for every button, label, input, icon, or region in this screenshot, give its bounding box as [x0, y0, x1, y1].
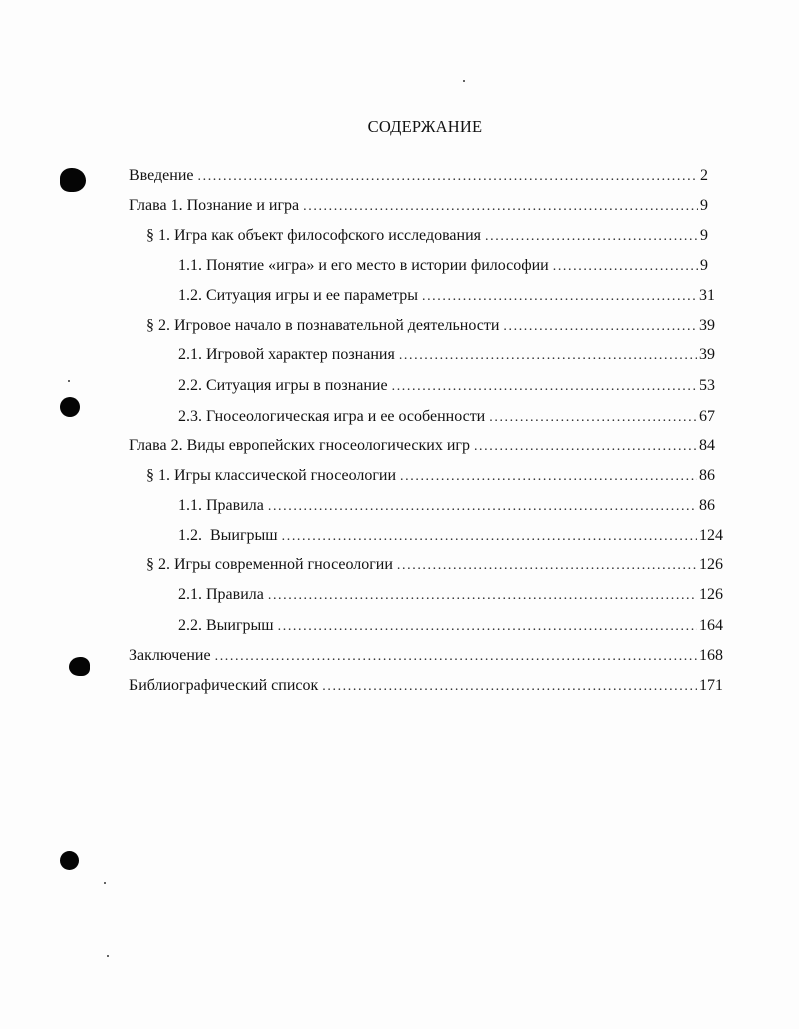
toc-leader-dots: [553, 255, 698, 279]
toc-entry-label: 2.1. Игровой характер познания: [178, 346, 395, 363]
scan-speck: [463, 80, 465, 82]
toc-leader-dots: [485, 225, 698, 249]
toc-entry-page: 9: [700, 257, 708, 274]
toc-entry-page: 164: [699, 617, 723, 634]
toc-entry-page: 2: [700, 167, 708, 184]
toc-entry: [178, 254, 708, 278]
toc-entry-label: 2.1. Правила: [178, 586, 264, 603]
toc-entry: [129, 434, 715, 458]
toc-entry-page: 53: [699, 377, 715, 394]
scan-speck: [107, 955, 109, 957]
toc-entry-page: 86: [699, 467, 715, 484]
toc-leader-dots: [322, 675, 697, 699]
toc-entry-label: 1.1. Правила: [178, 497, 264, 514]
toc-entry: [178, 405, 715, 429]
toc-leader-dots: [268, 584, 697, 608]
toc-entry-page: 31: [699, 287, 715, 304]
toc-entry-page: 171: [699, 677, 723, 694]
toc-entry-label: 1.1. Понятие «игра» и его место в истории философии: [178, 257, 549, 274]
scan-speck: [68, 380, 70, 382]
toc-entry-label: 2.2. Выигрыш: [178, 617, 274, 634]
toc-leader-dots: [397, 554, 697, 578]
scan-speck: [104, 882, 106, 884]
toc-leader-dots: [392, 375, 697, 399]
toc-entry: [129, 674, 723, 698]
toc-entry: [178, 374, 715, 398]
toc-entry-page: 9: [700, 197, 708, 214]
toc-entry-page: 124: [699, 527, 723, 544]
toc-entry: [129, 194, 708, 218]
toc-entry-label: Заключение: [129, 647, 211, 664]
toc-entry-label: 2.3. Гносеологическая игра и ее особенности: [178, 408, 486, 425]
toc-entry-page: 84: [699, 437, 715, 454]
toc-leader-dots: [489, 406, 697, 430]
toc-entry-page: 39: [699, 317, 715, 334]
toc-entry: [178, 343, 715, 367]
toc-leader-dots: [303, 195, 698, 219]
punch-hole-4: [60, 851, 79, 870]
toc-entry-page: 126: [699, 586, 723, 603]
toc-entry-page: 86: [699, 497, 715, 514]
toc-entry-label: 1.2. Выигрыш: [178, 527, 278, 544]
toc-entry: [178, 614, 723, 638]
punch-hole-2: [60, 397, 80, 417]
toc-entry-page: 67: [699, 408, 715, 425]
toc-leader-dots: [474, 435, 697, 459]
toc-entry: [129, 164, 708, 188]
toc-leader-dots: [399, 344, 697, 368]
toc-entry: [146, 464, 715, 488]
toc-leader-dots: [278, 615, 697, 639]
toc-leader-dots: [503, 315, 697, 339]
toc-entry-label: § 2. Игровое начало в познавательной деятельности: [146, 317, 500, 334]
toc-entry-label: 2.2. Ситуация игры в познание: [178, 377, 388, 394]
toc-entry: [178, 524, 723, 548]
punch-hole-1: [60, 168, 86, 192]
toc-entry: [146, 224, 708, 248]
toc-leader-dots: [282, 525, 697, 549]
toc-entry-page: 39: [699, 346, 715, 363]
toc-entry-page: 168: [699, 647, 723, 664]
toc-entry: [178, 494, 715, 518]
toc-leader-dots: [215, 645, 697, 669]
toc-entry-page: 126: [699, 556, 723, 573]
toc-entry-label: Введение: [129, 167, 194, 184]
toc-entry-label: § 1. Игра как объект философского исследования: [146, 227, 482, 244]
toc-entry: [129, 644, 723, 668]
punch-hole-3: [69, 657, 90, 676]
toc-entry: [146, 314, 715, 338]
toc-entry-label: Глава 2. Виды европейских гносеологических игр: [129, 437, 470, 454]
toc-entry-label: 1.2. Ситуация игры и ее параметры: [178, 287, 418, 304]
toc-leader-dots: [198, 165, 699, 189]
toc-entry-label: § 1. Игры классической гносеологии: [146, 467, 397, 484]
toc-entry: [178, 284, 715, 308]
toc-leader-dots: [268, 495, 697, 519]
toc-leader-dots: [422, 285, 697, 309]
toc-entry-label: Библиографический список: [129, 677, 319, 694]
toc-entry-page: 9: [700, 227, 708, 244]
toc-leader-dots: [400, 465, 697, 489]
page-title: СОДЕРЖАНИЕ: [367, 117, 483, 136]
toc-entry-label: § 2. Игры современной гносеологии: [146, 556, 393, 573]
toc-entry-label: Глава 1. Познание и игра: [129, 197, 300, 214]
toc-entry: [146, 553, 723, 577]
toc-entry: [178, 583, 723, 607]
